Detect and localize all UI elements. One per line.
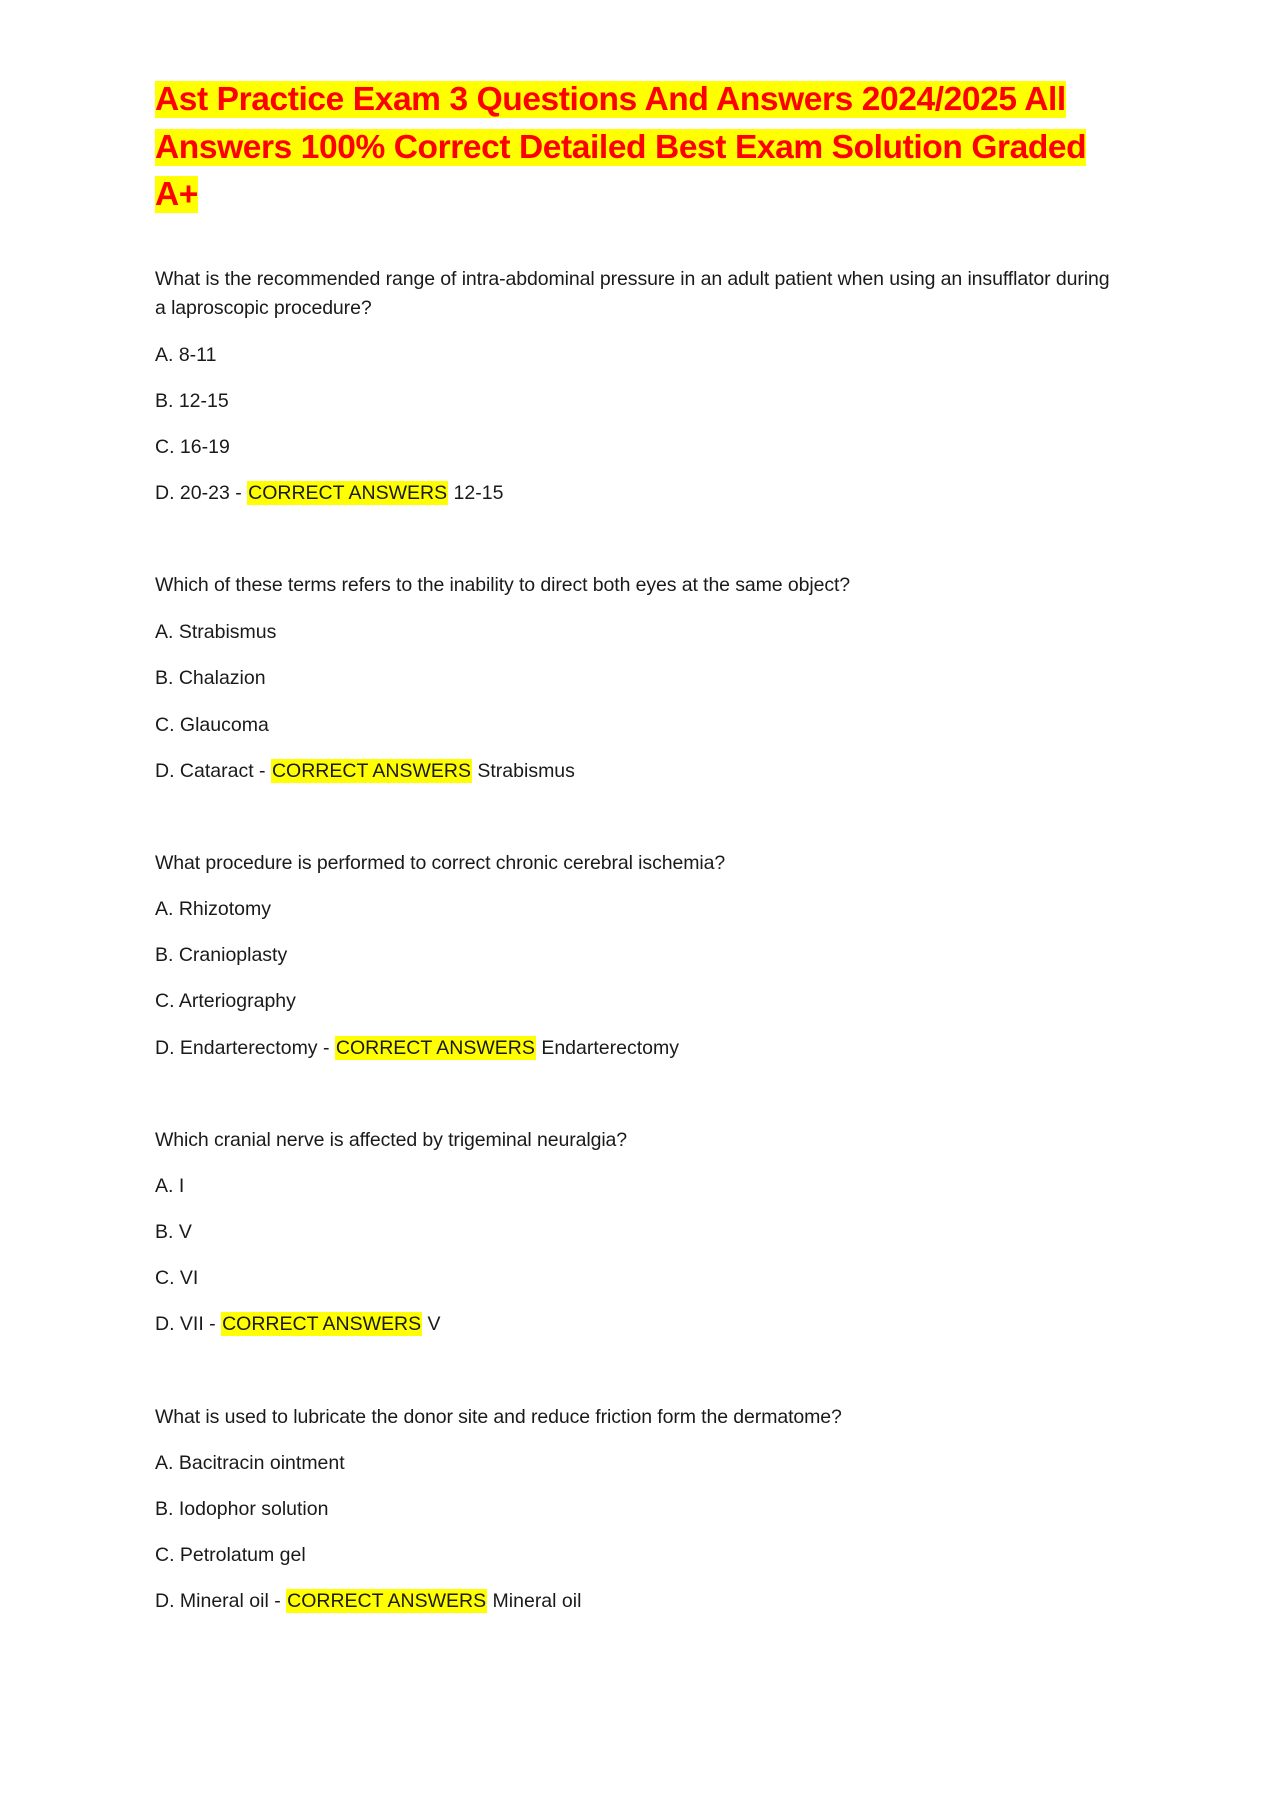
option-c: C. Arteriography	[155, 990, 296, 1012]
option-c: C. 16-19	[155, 436, 230, 458]
option-d	[155, 479, 503, 508]
title-line-1: Ast Practice Exam 3 Questions And Answers 2024/2025 All	[155, 81, 1066, 118]
correct-answers-marker: CORRECT ANSWERS	[222, 1313, 422, 1335]
option-d	[155, 1587, 581, 1616]
document-title	[155, 76, 1115, 219]
option-d-text: D. 20-23 -	[155, 482, 248, 504]
option-d	[155, 757, 575, 786]
option-b: B. Cranioplasty	[155, 944, 288, 966]
title-line-3: A+	[155, 176, 198, 213]
correct-answer: Strabismus	[477, 760, 575, 782]
option-d	[155, 1310, 441, 1339]
correct-answers-marker: CORRECT ANSWERS	[335, 1037, 535, 1059]
option-d-text: D. Cataract -	[155, 760, 271, 782]
question-text: What is used to lubricate the donor site and reduce friction form the dermatome?	[155, 1406, 842, 1428]
correct-answer: 12-15	[453, 482, 504, 504]
option-b: B. Chalazion	[155, 667, 266, 689]
correct-answers-marker: CORRECT ANSWERS	[271, 760, 471, 782]
option-c: C. VI	[155, 1267, 199, 1289]
question-text: Which of these terms refers to the inability to direct both eyes at the same object?	[155, 574, 851, 596]
question-3	[155, 849, 1115, 1059]
question-1	[155, 265, 1115, 504]
correct-answer: V	[427, 1313, 441, 1335]
question-text: What is the recommended range of intra-abdominal pressure in an adult patient when using an insufflator during a laproscopic procedure?	[155, 268, 1110, 319]
title-line-2: Answers 100% Correct Detailed Best Exam Solution Graded	[155, 128, 1087, 166]
question-text: What procedure is performed to correct chronic cerebral ischemia?	[155, 852, 726, 874]
option-a: A. 8-11	[155, 344, 217, 366]
option-b: B. Iodophor solution	[155, 1498, 329, 1520]
question-5	[155, 1403, 1115, 1612]
correct-answers-marker: CORRECT ANSWERS	[248, 482, 448, 504]
correct-answer: Endarterectomy	[541, 1037, 679, 1059]
option-b: B. V	[155, 1221, 192, 1243]
option-a: A. Strabismus	[155, 621, 277, 643]
option-d-text: D. Mineral oil -	[155, 1590, 287, 1612]
option-d-text: D. Endarterectomy -	[155, 1037, 335, 1059]
option-a: A. I	[155, 1175, 185, 1197]
correct-answers-marker: CORRECT ANSWERS	[287, 1590, 487, 1612]
question-4	[155, 1126, 1115, 1335]
question-2	[155, 571, 1115, 782]
option-a: A. Bacitracin ointment	[155, 1452, 345, 1474]
option-a: A. Rhizotomy	[155, 898, 271, 920]
option-b: B. 12-15	[155, 390, 229, 412]
correct-answer: Mineral oil	[492, 1590, 582, 1612]
option-c: C. Petrolatum gel	[155, 1544, 306, 1566]
option-d-text: D. VII -	[155, 1313, 222, 1335]
question-text: Which cranial nerve is affected by trigeminal neuralgia?	[155, 1129, 628, 1151]
option-d	[155, 1034, 679, 1063]
option-c: C. Glaucoma	[155, 714, 269, 736]
